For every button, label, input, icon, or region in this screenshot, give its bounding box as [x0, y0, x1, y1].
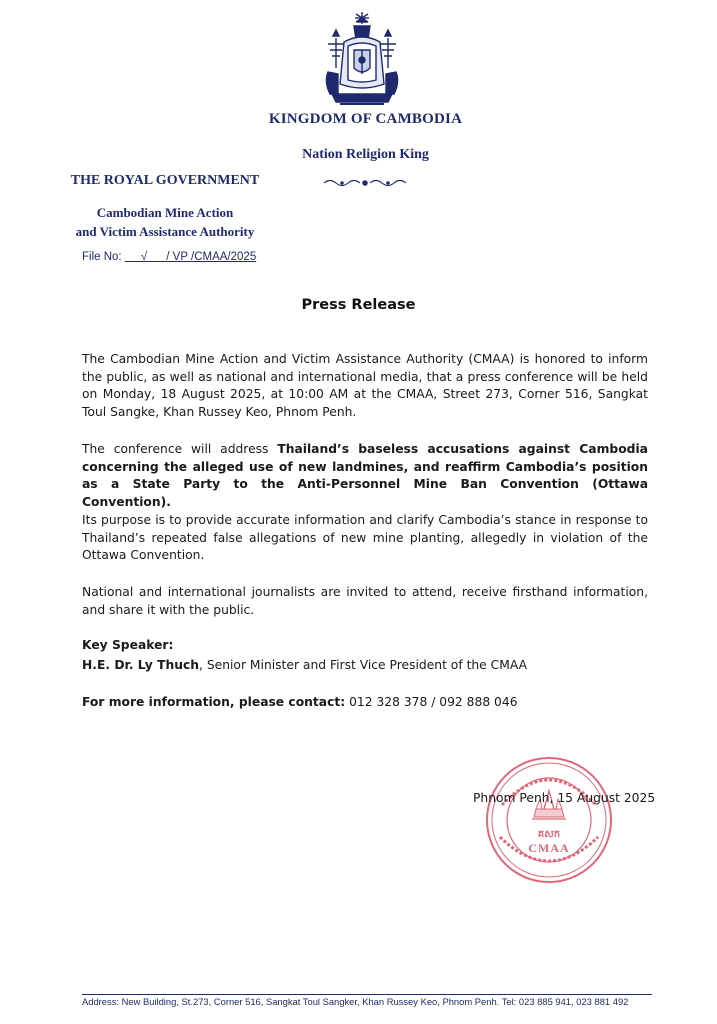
official-seal-icon — [484, 755, 614, 885]
royal-arms-emblem-icon — [314, 10, 410, 110]
government-title: THE ROYAL GOVERNMENT — [70, 173, 260, 188]
contact-numbers: 012 328 378 / 092 888 046 — [345, 695, 518, 709]
paragraph-announcement: The Cambodian Mine Action and Victim Assistance Authority (CMAA) is honored to inform the public, as well as national and international media, that a press conference will be held on Monday, 18 August 2025, at 10:00 AM at the CMAA, Street 273, Corner 516, Sangkat Toul Sangke, Khan Russey Keo, Phnom Penh. — [82, 352, 648, 419]
motto-ornament-icon — [320, 177, 410, 189]
contact-label: For more information, please contact: — [82, 695, 346, 709]
paragraph-purpose: Its purpose is to provide accurate information and clarify Cambodia’s stance in response to Thailand’s repeated false allegations of new mine planting, allegedly in violation of the Ottawa Convention. — [82, 513, 648, 562]
paragraph-invitation: National and international journalists are invited to attend, receive firsthand information, and share it with the public. — [82, 585, 648, 617]
paragraph-topic — [82, 441, 648, 511]
key-speaker-line — [82, 657, 648, 675]
seal-script-text: គសក — [537, 829, 561, 840]
government-block — [60, 173, 270, 241]
national-motto: Nation Religion King — [302, 147, 429, 162]
authority-name-line2: and Victim Assistance Authority — [75, 224, 255, 239]
contact-line — [82, 694, 648, 712]
seal-text: CMAA — [528, 841, 570, 855]
paragraph-topic-emphasis: Thailand’s baseless accusations against Cambodia concerning the alleged use of new landmines, and reaffirm Cambodia’s position as a State Party to the Anti-Personnel Mine Ban Convention (Ottawa Convention). — [82, 442, 648, 509]
authority-name-line1: Cambodian Mine Action — [96, 205, 234, 220]
footer-address: Address: New Building, St.273, Corner 516, Sangkat Toul Sangker, Khan Russey Keo, Phnom Penh. Tel: 023 885 941, 023 881 492 — [82, 996, 629, 1007]
key-speaker-label: Key Speaker: — [82, 638, 174, 652]
paragraph-topic-intro: The conference will address — [82, 442, 278, 456]
file-number-label: File No: — [82, 251, 122, 263]
place-and-date: Phnom Penh, 15 August 2025 — [473, 791, 656, 805]
file-number-value: √ / VP /CMAA/2025 — [140, 251, 257, 263]
footer-divider — [82, 994, 652, 995]
file-number — [82, 251, 256, 263]
kingdom-title: KINGDOM OF CAMBODIA — [268, 111, 463, 127]
key-speaker-role: , Senior Minister and First Vice President of the CMAA — [199, 658, 528, 672]
document-title: Press Release — [301, 297, 416, 313]
key-speaker-name: H.E. Dr. Ly Thuch — [82, 658, 200, 672]
